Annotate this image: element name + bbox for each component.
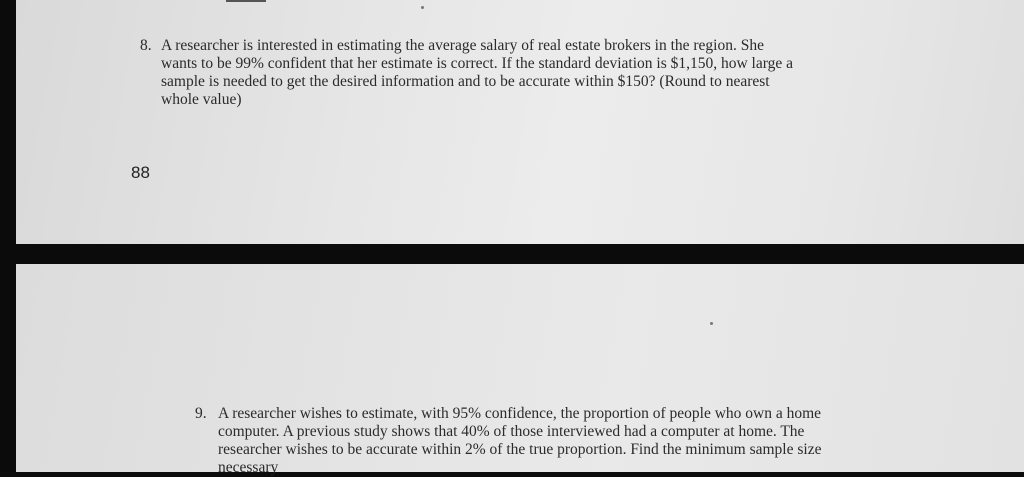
ink-dot <box>421 6 424 9</box>
question-9-number: 9. <box>195 405 207 422</box>
question-8 <box>140 37 840 109</box>
question-9-line: computer. A previous study shows that 40% of those interviewed had a computer at home. The <box>218 423 805 440</box>
question-8-line: wants to be 99% confident that her estimate is correct. If the standard deviation is $1,150, how large a <box>161 55 794 72</box>
question-8-line: sample is needed to get the desired information and to be accurate within $150? (Round to nearest <box>161 73 770 90</box>
question-9-line: researcher wishes to be accurate within 2% of the true proportion. Find the minimum sample size <box>218 441 822 458</box>
question-9-line: necessary <box>218 459 279 476</box>
question-8-line: whole value) <box>161 91 242 108</box>
handwritten-answer: 88 <box>131 163 150 182</box>
question-9-line: A researcher wishes to estimate, with 95% confidence, the proportion of people who own a home <box>218 405 822 422</box>
ink-dot <box>710 322 713 325</box>
question-9 <box>195 405 895 477</box>
question-8-number: 8. <box>140 37 152 54</box>
question-9-text <box>218 405 895 477</box>
question-8-text <box>161 37 840 109</box>
ink-mark <box>226 0 266 2</box>
question-8-line: A researcher is interested in estimating the average salary of real estate brokers in the region. She <box>161 37 764 54</box>
